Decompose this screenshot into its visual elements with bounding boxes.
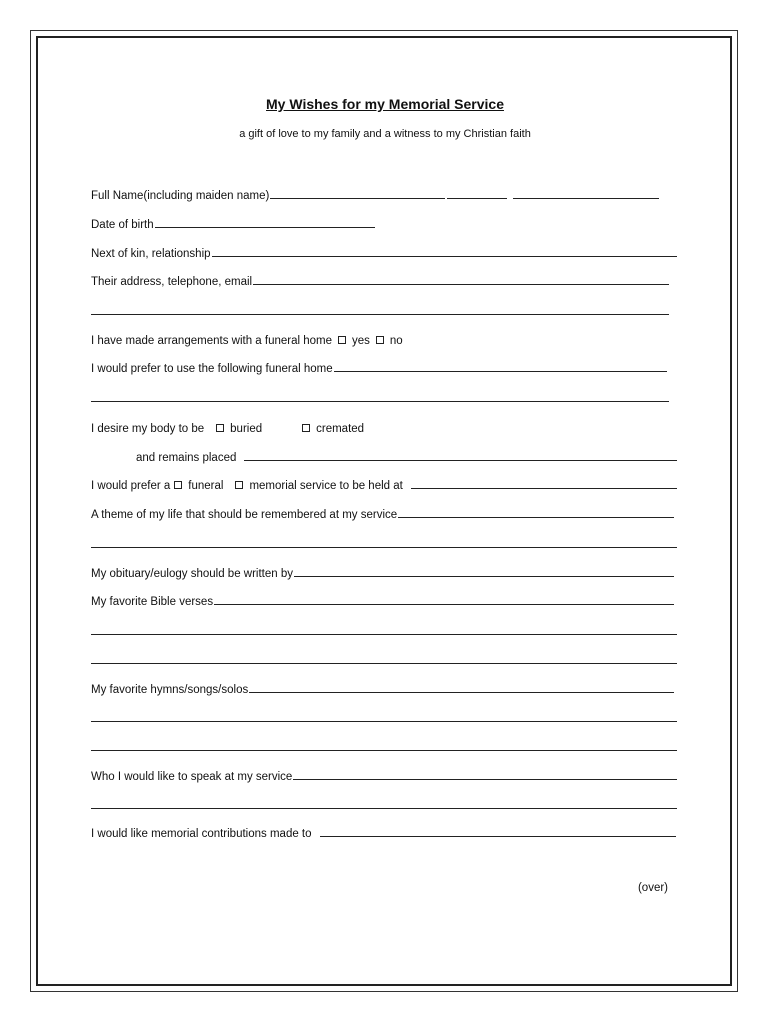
remains-label: and remains placed <box>136 452 237 464</box>
bible-field-2[interactable] <box>91 634 677 635</box>
hymns-label: My favorite hymns/songs/solos <box>91 684 249 696</box>
address-row-2 <box>91 300 669 318</box>
bible-row-3 <box>91 649 677 667</box>
obituary-row <box>91 562 674 580</box>
cremated-label: cremated <box>316 423 365 435</box>
speakers-row <box>91 765 677 783</box>
desire-body-label: I desire my body to be <box>91 423 205 435</box>
prefer-home-label: I would prefer to use the following funeral home <box>91 363 333 375</box>
bible-label: My favorite Bible verses <box>91 596 214 608</box>
hymns-field-3[interactable] <box>91 750 677 751</box>
full-name-field-3[interactable] <box>513 198 659 199</box>
theme-row-2 <box>91 533 677 551</box>
dob-row <box>91 213 677 231</box>
bible-field[interactable] <box>214 604 674 605</box>
buried-checkbox[interactable] <box>216 424 224 432</box>
hymns-row <box>91 678 674 696</box>
prefer-home-field-2[interactable] <box>91 401 669 402</box>
next-of-kin-row <box>91 242 677 260</box>
address-field[interactable] <box>253 284 669 285</box>
theme-field[interactable] <box>398 517 674 518</box>
full-name-label: Full Name(including maiden name) <box>91 190 270 202</box>
speakers-label: Who I would like to speak at my service <box>91 771 293 783</box>
arrangements-label: I have made arrangements with a funeral home <box>91 335 332 347</box>
hymns-field[interactable] <box>249 692 674 693</box>
obituary-label: My obituary/eulogy should be written by <box>91 568 293 580</box>
speakers-row-2 <box>91 794 677 812</box>
address-label: Their address, telephone, email <box>91 276 253 288</box>
bible-row <box>91 590 674 608</box>
contributions-label: I would like memorial contributions made to <box>91 828 312 840</box>
prefer-home-field[interactable] <box>334 371 667 372</box>
next-of-kin-field[interactable] <box>212 256 677 257</box>
next-of-kin-label: Next of kin, relationship <box>91 248 211 260</box>
full-name-row <box>91 184 677 202</box>
buried-label: buried <box>230 423 263 435</box>
dob-label: Date of birth <box>91 219 154 231</box>
theme-field-2[interactable] <box>91 547 677 548</box>
service-type-row <box>91 474 677 492</box>
hymns-row-3 <box>91 736 677 754</box>
yes-label: yes <box>352 335 370 347</box>
no-label: no <box>389 335 403 347</box>
memorial-held-label: memorial service to be held at <box>249 480 403 492</box>
full-name-field-1[interactable] <box>270 198 445 199</box>
address-field-2[interactable] <box>91 314 669 315</box>
theme-label: A theme of my life that should be remembered at my service <box>91 509 398 521</box>
hymns-field-2[interactable] <box>91 721 677 722</box>
form-title: My Wishes for my Memorial Service <box>266 96 504 112</box>
prefer-home-row <box>91 357 667 375</box>
funeral-label: funeral <box>188 480 224 492</box>
bible-field-3[interactable] <box>91 663 677 664</box>
cremated-checkbox[interactable] <box>302 424 310 432</box>
speakers-field-2[interactable] <box>91 808 677 809</box>
hymns-row-2 <box>91 707 677 725</box>
no-checkbox[interactable] <box>376 336 384 344</box>
arrangements-row <box>91 329 677 347</box>
memorial-checkbox[interactable] <box>235 481 243 489</box>
body-row <box>91 417 677 435</box>
memorial-location-field[interactable] <box>411 488 677 489</box>
full-name-field-2[interactable] <box>447 198 507 199</box>
obituary-field[interactable] <box>294 576 674 577</box>
contributions-field[interactable] <box>320 836 676 837</box>
remains-row <box>136 446 677 464</box>
prefer-a-label: I would prefer a <box>91 480 171 492</box>
remains-field[interactable] <box>244 460 677 461</box>
bible-row-2 <box>91 620 677 638</box>
form-subtitle: a gift of love to my family and a witness to my Christian faith <box>239 128 531 140</box>
prefer-home-row-2 <box>91 387 669 405</box>
theme-row <box>91 503 674 521</box>
contributions-row <box>91 822 676 840</box>
speakers-field[interactable] <box>293 779 677 780</box>
yes-checkbox[interactable] <box>338 336 346 344</box>
funeral-checkbox[interactable] <box>174 481 182 489</box>
dob-field[interactable] <box>155 227 375 228</box>
over-note: (over) <box>637 882 668 894</box>
address-row <box>91 270 669 288</box>
